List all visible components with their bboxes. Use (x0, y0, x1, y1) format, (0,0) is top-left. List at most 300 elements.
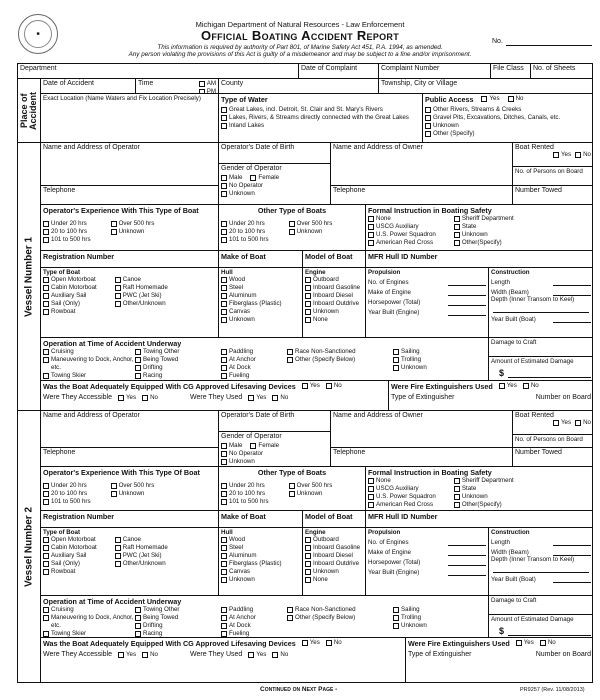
checkbox-box[interactable] (221, 115, 227, 121)
checkbox-box[interactable] (221, 451, 227, 457)
checkbox-box[interactable] (115, 561, 121, 567)
boat-type-checkbox[interactable] (115, 552, 168, 560)
other-exp-option-checkbox[interactable] (221, 236, 269, 244)
checkbox-box[interactable] (272, 395, 278, 401)
length-field[interactable] (491, 279, 591, 286)
year-built-boat-field[interactable] (491, 316, 591, 323)
checkbox-box[interactable] (221, 545, 227, 551)
checkbox-box[interactable] (454, 224, 460, 230)
operator-exp-option-checkbox[interactable] (43, 482, 91, 490)
engine-option-checkbox[interactable] (305, 308, 363, 316)
checkbox-box[interactable] (305, 285, 311, 291)
other-exp-option-checkbox[interactable] (289, 220, 333, 228)
propulsion-line[interactable] (448, 540, 486, 546)
length-line[interactable] (553, 540, 591, 546)
propulsion-field[interactable] (368, 549, 486, 556)
rented-yes-checkbox[interactable] (553, 419, 571, 427)
vessel-2-damage-to-craft-field[interactable] (488, 595, 593, 614)
checkbox-box[interactable] (221, 577, 227, 583)
operation-option-checkbox[interactable] (287, 356, 393, 364)
checkbox-box[interactable] (553, 152, 559, 158)
checkbox-box[interactable] (43, 483, 49, 489)
checkbox-box[interactable] (575, 420, 581, 426)
complaint-number-field[interactable] (378, 63, 490, 78)
checkbox-box[interactable] (115, 293, 121, 299)
vessel-1-number-towed-field[interactable] (512, 185, 593, 204)
boat-type-checkbox[interactable] (43, 308, 97, 316)
engine-option-checkbox[interactable] (305, 276, 363, 284)
accessible-yes-checkbox[interactable] (118, 651, 136, 659)
checkbox-box[interactable] (43, 237, 49, 243)
operation-option-checkbox[interactable] (287, 348, 393, 356)
checkbox-box[interactable] (221, 191, 227, 197)
hull-option-checkbox[interactable] (221, 284, 300, 292)
checkbox-box[interactable] (221, 309, 227, 315)
engine-option-checkbox[interactable] (305, 284, 363, 292)
gender-unknown-checkbox[interactable] (221, 458, 328, 466)
operation-option-checkbox[interactable] (135, 614, 221, 622)
operation-option-checkbox[interactable] (221, 372, 287, 380)
checkbox-box[interactable] (221, 491, 227, 497)
accessible-yes-checkbox[interactable] (118, 394, 136, 402)
operation-option-checkbox[interactable] (135, 606, 221, 614)
instruction-option-checkbox[interactable] (454, 231, 514, 239)
vessel-1-mfr-hull-id-field[interactable] (365, 250, 593, 267)
checkbox-box[interactable] (305, 537, 311, 543)
operation-option-checkbox[interactable] (221, 630, 287, 637)
instruction-option-checkbox[interactable] (454, 501, 514, 509)
instruction-option-checkbox[interactable] (368, 501, 436, 509)
checkbox-box[interactable] (221, 107, 227, 113)
checkbox-box[interactable] (287, 349, 293, 355)
checkbox-box[interactable] (454, 478, 460, 484)
checkbox-box[interactable] (221, 615, 227, 621)
checkbox-box[interactable] (221, 365, 227, 371)
checkbox-box[interactable] (43, 301, 49, 307)
checkbox-box[interactable] (115, 553, 121, 559)
operation-option-checkbox[interactable] (393, 614, 427, 622)
checkbox-box[interactable] (221, 607, 227, 613)
vessel-1-estimated-damage-field[interactable] (488, 356, 593, 380)
checkbox-box[interactable] (135, 615, 141, 621)
other-exp-option-checkbox[interactable] (289, 228, 333, 236)
checkbox-box[interactable] (289, 229, 295, 235)
checkbox-box[interactable] (221, 285, 227, 291)
engine-option-checkbox[interactable] (305, 292, 363, 300)
boat-type-checkbox[interactable] (43, 544, 97, 552)
female-checkbox[interactable] (250, 174, 279, 182)
propulsion-line[interactable] (448, 550, 486, 556)
checkbox-box[interactable] (43, 553, 49, 559)
checkbox-box[interactable] (221, 623, 227, 629)
checkbox-box[interactable] (523, 383, 529, 389)
checkbox-box[interactable] (454, 240, 460, 246)
boat-type-checkbox[interactable] (43, 276, 97, 284)
checkbox-box[interactable] (287, 357, 293, 363)
checkbox-box[interactable] (43, 357, 49, 363)
checkbox-box[interactable] (115, 537, 121, 543)
checkbox-box[interactable] (43, 277, 49, 283)
propulsion-field[interactable] (368, 299, 486, 306)
checkbox-box[interactable] (248, 395, 254, 401)
hull-option-checkbox[interactable] (221, 536, 300, 544)
checkbox-box[interactable] (454, 216, 460, 222)
width-field[interactable] (491, 289, 591, 296)
vessel-2-number-towed-field[interactable] (512, 447, 593, 466)
engine-option-checkbox[interactable] (305, 300, 363, 308)
checkbox-box[interactable] (43, 569, 49, 575)
instruction-option-checkbox[interactable] (368, 493, 436, 501)
propulsion-line[interactable] (448, 560, 486, 566)
engine-option-checkbox[interactable] (305, 316, 363, 324)
hull-option-checkbox[interactable] (221, 552, 300, 560)
checkbox-box[interactable] (221, 483, 227, 489)
checkbox-box[interactable] (368, 216, 374, 222)
propulsion-line[interactable] (448, 310, 486, 316)
checkbox-box[interactable] (289, 483, 295, 489)
rented-yes-checkbox[interactable] (553, 151, 571, 159)
file-class-field[interactable] (490, 63, 530, 78)
year-built-boat-line[interactable] (553, 317, 591, 323)
checkbox-box[interactable] (272, 652, 278, 658)
department-field[interactable] (17, 63, 298, 78)
checkbox-box[interactable] (454, 494, 460, 500)
operator-exp-option-checkbox[interactable] (111, 490, 155, 498)
checkbox-box[interactable] (248, 652, 254, 658)
fire-ext-yes-checkbox[interactable] (516, 639, 534, 648)
hull-option-checkbox[interactable] (221, 544, 300, 552)
checkbox-box[interactable] (221, 357, 227, 363)
vessel-1-persons-on-board-field[interactable] (512, 166, 593, 185)
operation-option-checkbox[interactable] (393, 622, 427, 630)
operator-exp-option-checkbox[interactable] (111, 228, 155, 236)
checkbox-box[interactable] (305, 293, 311, 299)
checkbox-box[interactable] (575, 152, 581, 158)
instruction-option-checkbox[interactable] (454, 239, 514, 247)
checkbox-box[interactable] (43, 537, 49, 543)
checkbox-box[interactable] (111, 491, 117, 497)
vessel-2-mfr-hull-id-field[interactable] (365, 510, 593, 527)
other-exp-option-checkbox[interactable] (221, 228, 269, 236)
checkbox-box[interactable] (43, 615, 49, 621)
checkbox-box[interactable] (221, 499, 227, 505)
operation-option-checkbox[interactable] (43, 606, 135, 614)
propulsion-field[interactable] (368, 569, 486, 576)
lifesaving-no-checkbox[interactable] (326, 382, 342, 391)
instruction-option-checkbox[interactable] (368, 231, 436, 239)
boat-type-checkbox[interactable] (43, 552, 97, 560)
vessel-2-owner-name-field[interactable] (330, 410, 512, 447)
operation-option-checkbox[interactable] (43, 348, 135, 356)
boat-type-checkbox[interactable] (43, 560, 97, 568)
instruction-option-checkbox[interactable] (368, 485, 436, 493)
operation-option-checkbox[interactable] (135, 356, 221, 364)
no-operator-checkbox[interactable] (221, 450, 328, 458)
accessible-no-checkbox[interactable] (142, 394, 158, 402)
checkbox-box[interactable] (43, 349, 49, 355)
checkbox-box[interactable] (118, 395, 124, 401)
checkbox-box[interactable] (305, 317, 311, 323)
boat-type-checkbox[interactable] (115, 292, 168, 300)
checkbox-box[interactable] (481, 96, 487, 102)
checkbox-box[interactable] (305, 301, 311, 307)
checkbox-box[interactable] (305, 553, 311, 559)
vessel-2-registration-field[interactable] (40, 510, 218, 527)
checkbox-box[interactable] (368, 486, 374, 492)
boat-type-checkbox[interactable] (43, 300, 97, 308)
propulsion-line[interactable] (448, 570, 486, 576)
instruction-option-checkbox[interactable] (368, 477, 436, 485)
year-built-boat-field[interactable] (491, 576, 591, 583)
hull-option-checkbox[interactable] (221, 308, 300, 316)
am-checkbox[interactable] (199, 80, 216, 88)
vessel-2-make-field[interactable] (218, 510, 302, 527)
hull-option-checkbox[interactable] (221, 576, 300, 584)
boat-type-checkbox[interactable] (43, 568, 97, 576)
checkbox-box[interactable] (221, 293, 227, 299)
operation-option-checkbox[interactable] (135, 630, 221, 637)
engine-option-checkbox[interactable] (305, 560, 363, 568)
propulsion-field[interactable] (368, 539, 486, 546)
boat-type-checkbox[interactable] (115, 300, 168, 308)
operation-option-checkbox[interactable] (135, 622, 221, 630)
operation-option-checkbox[interactable] (221, 622, 287, 630)
propulsion-field[interactable] (368, 309, 486, 316)
no-operator-checkbox[interactable] (221, 182, 328, 190)
checkbox-box[interactable] (221, 553, 227, 559)
depth-line[interactable] (493, 303, 589, 313)
checkbox-box[interactable] (425, 123, 431, 129)
vessel-1-damage-to-craft-field[interactable] (488, 337, 593, 356)
vessel-1-owner-telephone-field[interactable] (330, 185, 512, 204)
access-option-checkbox[interactable] (425, 122, 591, 130)
checkbox-box[interactable] (142, 652, 148, 658)
other-exp-option-checkbox[interactable] (221, 220, 269, 228)
operation-option-checkbox[interactable] (43, 614, 135, 630)
checkbox-box[interactable] (454, 486, 460, 492)
access-option-checkbox[interactable] (425, 114, 591, 122)
vessel-1-make-field[interactable] (218, 250, 302, 267)
checkbox-box[interactable] (43, 309, 49, 315)
propulsion-line[interactable] (448, 280, 486, 286)
township-field[interactable] (378, 78, 593, 93)
propulsion-line[interactable] (448, 290, 486, 296)
length-line[interactable] (553, 280, 591, 286)
vessel-2-model-field[interactable] (302, 510, 365, 527)
fire-ext-no-checkbox[interactable] (523, 382, 539, 391)
hull-option-checkbox[interactable] (221, 568, 300, 576)
other-exp-option-checkbox[interactable] (221, 490, 269, 498)
checkbox-box[interactable] (516, 640, 522, 646)
checkbox-box[interactable] (305, 277, 311, 283)
other-exp-option-checkbox[interactable] (289, 482, 333, 490)
used-yes-checkbox[interactable] (248, 394, 266, 402)
operation-option-checkbox[interactable] (43, 630, 135, 637)
operation-option-checkbox[interactable] (135, 364, 221, 372)
checkbox-box[interactable] (135, 349, 141, 355)
checkbox-box[interactable] (326, 640, 332, 646)
accessible-no-checkbox[interactable] (142, 651, 158, 659)
no-of-sheets-field[interactable] (530, 63, 593, 78)
vessel-1-operator-name-field[interactable] (40, 142, 218, 185)
operation-option-checkbox[interactable] (221, 348, 287, 356)
access-option-checkbox[interactable] (425, 130, 591, 138)
public-access-yes-checkbox[interactable] (481, 95, 499, 104)
operation-option-checkbox[interactable] (221, 364, 287, 372)
access-option-checkbox[interactable] (425, 106, 591, 114)
checkbox-box[interactable] (553, 420, 559, 426)
checkbox-box[interactable] (393, 365, 399, 371)
boat-type-checkbox[interactable] (43, 292, 97, 300)
checkbox-box[interactable] (43, 491, 49, 497)
operation-option-checkbox[interactable] (287, 606, 393, 614)
checkbox-box[interactable] (250, 175, 256, 181)
operation-option-checkbox[interactable] (393, 348, 427, 356)
county-field[interactable] (218, 78, 378, 93)
checkbox-box[interactable] (454, 232, 460, 238)
time-field[interactable] (135, 78, 218, 93)
engine-option-checkbox[interactable] (305, 544, 363, 552)
checkbox-box[interactable] (289, 221, 295, 227)
rented-no-checkbox[interactable] (575, 419, 591, 427)
male-checkbox[interactable] (221, 442, 242, 450)
checkbox-box[interactable] (43, 229, 49, 235)
lifesaving-yes-checkbox[interactable] (302, 382, 320, 391)
boat-type-checkbox[interactable] (115, 536, 168, 544)
length-field[interactable] (491, 539, 591, 546)
boat-type-checkbox[interactable] (43, 284, 97, 292)
checkbox-box[interactable] (221, 301, 227, 307)
checkbox-box[interactable] (454, 502, 460, 508)
checkbox-box[interactable] (393, 623, 399, 629)
checkbox-box[interactable] (115, 277, 121, 283)
instruction-option-checkbox[interactable] (368, 223, 436, 231)
vessel-2-operator-telephone-field[interactable] (40, 447, 218, 466)
instruction-option-checkbox[interactable] (454, 223, 514, 231)
checkbox-box[interactable] (199, 81, 205, 87)
engine-option-checkbox[interactable] (305, 576, 363, 584)
vessel-2-estimated-damage-field[interactable] (488, 614, 593, 637)
used-no-checkbox[interactable] (272, 394, 288, 402)
used-no-checkbox[interactable] (272, 651, 288, 659)
checkbox-box[interactable] (115, 285, 121, 291)
checkbox-box[interactable] (305, 545, 311, 551)
checkbox-box[interactable] (289, 491, 295, 497)
checkbox-box[interactable] (368, 240, 374, 246)
checkbox-box[interactable] (142, 395, 148, 401)
boat-type-checkbox[interactable] (115, 276, 168, 284)
checkbox-box[interactable] (115, 301, 121, 307)
checkbox-box[interactable] (305, 309, 311, 315)
year-built-boat-line[interactable] (553, 577, 591, 583)
instruction-option-checkbox[interactable] (368, 215, 436, 223)
other-exp-option-checkbox[interactable] (221, 482, 269, 490)
operator-exp-option-checkbox[interactable] (43, 236, 91, 244)
fire-ext-yes-checkbox[interactable] (499, 382, 517, 391)
operator-exp-option-checkbox[interactable] (111, 220, 155, 228)
vessel-1-registration-field[interactable] (40, 250, 218, 267)
checkbox-box[interactable] (43, 285, 49, 291)
operation-option-checkbox[interactable] (135, 348, 221, 356)
checkbox-box[interactable] (425, 107, 431, 113)
checkbox-box[interactable] (393, 615, 399, 621)
hull-option-checkbox[interactable] (221, 292, 300, 300)
checkbox-box[interactable] (368, 494, 374, 500)
checkbox-box[interactable] (43, 499, 49, 505)
checkbox-box[interactable] (43, 561, 49, 567)
checkbox-box[interactable] (393, 357, 399, 363)
checkbox-box[interactable] (135, 623, 141, 629)
checkbox-box[interactable] (135, 365, 141, 371)
propulsion-field[interactable] (368, 279, 486, 286)
propulsion-field[interactable] (368, 559, 486, 566)
report-number-field[interactable] (506, 45, 592, 46)
checkbox-box[interactable] (221, 221, 227, 227)
checkbox-box[interactable] (425, 115, 431, 121)
checkbox-box[interactable] (250, 443, 256, 449)
instruction-option-checkbox[interactable] (454, 485, 514, 493)
checkbox-box[interactable] (221, 183, 227, 189)
checkbox-box[interactable] (43, 221, 49, 227)
hull-option-checkbox[interactable] (221, 276, 300, 284)
vessel-2-operator-name-field[interactable] (40, 410, 218, 447)
checkbox-box[interactable] (135, 357, 141, 363)
checkbox-box[interactable] (302, 383, 308, 389)
water-option-checkbox[interactable] (221, 114, 420, 122)
checkbox-box[interactable] (135, 607, 141, 613)
propulsion-field[interactable] (368, 289, 486, 296)
exact-location-field[interactable] (40, 93, 218, 142)
vessel-2-owner-telephone-field[interactable] (330, 447, 512, 466)
checkbox-box[interactable] (111, 229, 117, 235)
checkbox-box[interactable] (368, 224, 374, 230)
vessel-2-dob-field[interactable] (218, 410, 330, 431)
vessel-2-persons-on-board-field[interactable] (512, 434, 593, 447)
checkbox-box[interactable] (115, 545, 121, 551)
operation-option-checkbox[interactable] (43, 372, 135, 380)
checkbox-box[interactable] (393, 607, 399, 613)
checkbox-box[interactable] (43, 607, 49, 613)
male-checkbox[interactable] (221, 174, 242, 182)
width-field[interactable] (491, 549, 591, 556)
lifesaving-no-checkbox[interactable] (326, 639, 342, 648)
checkbox-box[interactable] (221, 443, 227, 449)
instruction-option-checkbox[interactable] (454, 477, 514, 485)
checkbox-box[interactable] (43, 293, 49, 299)
vessel-1-owner-name-field[interactable] (330, 142, 512, 185)
hull-option-checkbox[interactable] (221, 560, 300, 568)
checkbox-box[interactable] (221, 175, 227, 181)
operation-option-checkbox[interactable] (393, 606, 427, 614)
checkbox-box[interactable] (111, 221, 117, 227)
operator-exp-option-checkbox[interactable] (43, 228, 91, 236)
damage-amount-line[interactable] (508, 370, 591, 378)
engine-option-checkbox[interactable] (305, 536, 363, 544)
engine-option-checkbox[interactable] (305, 552, 363, 560)
checkbox-box[interactable] (221, 537, 227, 543)
operator-exp-option-checkbox[interactable] (43, 490, 91, 498)
instruction-option-checkbox[interactable] (454, 215, 514, 223)
operation-option-checkbox[interactable] (393, 364, 427, 372)
checkbox-box[interactable] (305, 561, 311, 567)
checkbox-box[interactable] (326, 383, 332, 389)
checkbox-box[interactable] (540, 640, 546, 646)
operator-exp-option-checkbox[interactable] (111, 482, 155, 490)
checkbox-box[interactable] (221, 317, 227, 323)
checkbox-box[interactable] (221, 569, 227, 575)
checkbox-box[interactable] (221, 349, 227, 355)
checkbox-box[interactable] (508, 96, 514, 102)
